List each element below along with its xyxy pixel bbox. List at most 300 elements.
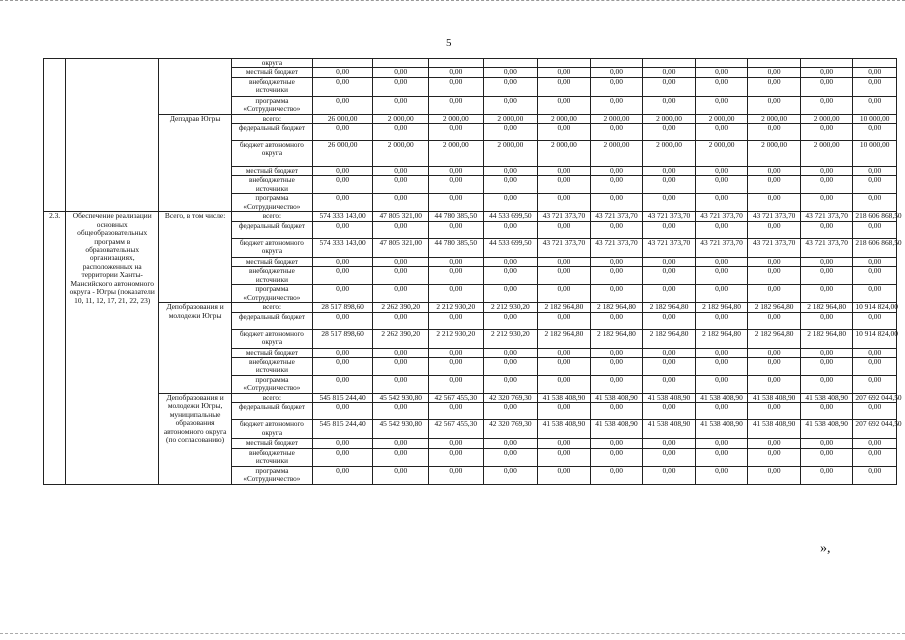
amount-cell: 0,00	[800, 466, 853, 484]
amount-cell: 0,00	[312, 124, 373, 141]
amount-cell: 2 000,00	[590, 141, 643, 167]
amount-cell: 0,00	[590, 466, 643, 484]
amount-cell: 0,00	[643, 124, 696, 141]
amount-cell: 0,00	[748, 439, 801, 448]
amount-cell: 0,00	[800, 312, 853, 329]
executor-cell: Депобразования и молодежи Югры	[159, 303, 232, 394]
amount-cell: 0,00	[853, 448, 897, 466]
amount-cell: 0,00	[429, 257, 484, 266]
amount-cell: 0,00	[748, 448, 801, 466]
amount-cell: 0,00	[483, 257, 538, 266]
amount-cell: 0,00	[590, 348, 643, 357]
amount-cell: 43 721 373,70	[800, 212, 853, 221]
amount-cell: 0,00	[312, 267, 373, 285]
amount-cell: 0,00	[312, 221, 373, 238]
amount-cell: 0,00	[429, 403, 484, 420]
page-number: 5	[446, 37, 452, 49]
amount-cell: 0,00	[800, 77, 853, 96]
amount-cell: 0,00	[590, 124, 643, 141]
amount-cell: 0,00	[538, 124, 591, 141]
amount-cell: 0,00	[429, 348, 484, 357]
amount-cell: 0,00	[483, 267, 538, 285]
amount-cell: 0,00	[483, 167, 538, 176]
amount-cell: 44 533 699,50	[483, 238, 538, 257]
amount-cell: 2 212 930,20	[429, 329, 484, 348]
funding-source-cell: бюджет автономного округа	[231, 238, 312, 257]
funding-source-cell: местный бюджет	[231, 257, 312, 266]
executor-cell: Всего, в том числе:	[159, 212, 232, 303]
amount-cell: 0,00	[429, 267, 484, 285]
amount-cell: 0,00	[748, 124, 801, 141]
amount-cell: 0,00	[590, 194, 643, 212]
amount-cell: 2 212 930,20	[483, 329, 538, 348]
amount-cell: 0,00	[429, 167, 484, 176]
amount-cell: 2 182 964,80	[748, 303, 801, 312]
amount-cell: 0,00	[853, 194, 897, 212]
amount-cell: 45 542 930,80	[373, 394, 429, 403]
amount-cell: 0,00	[643, 68, 696, 77]
amount-cell: 0,00	[538, 358, 591, 376]
amount-cell: 0,00	[538, 466, 591, 484]
amount-cell: 0,00	[312, 194, 373, 212]
amount-cell: 0,00	[373, 466, 429, 484]
amount-cell: 0,00	[590, 403, 643, 420]
amount-cell: 0,00	[429, 448, 484, 466]
amount-cell: 0,00	[538, 77, 591, 96]
amount-cell: 0,00	[643, 358, 696, 376]
amount-cell: 26 000,00	[312, 141, 373, 167]
amount-cell: 2 000,00	[800, 141, 853, 167]
amount-cell: 0,00	[538, 448, 591, 466]
amount-cell: 0,00	[643, 176, 696, 194]
funding-source-cell: программа «Сотрудничество»	[231, 285, 312, 303]
amount-cell: 0,00	[590, 176, 643, 194]
amount-cell: 41 538 408,90	[695, 420, 748, 439]
amount-cell: 0,00	[590, 221, 643, 238]
amount-cell: 0,00	[853, 439, 897, 448]
amount-cell: 0,00	[800, 267, 853, 285]
amount-cell: 0,00	[853, 267, 897, 285]
item-name-cell	[66, 59, 159, 212]
amount-cell: 2 000,00	[538, 114, 591, 123]
amount-cell: 207 692 044,50	[853, 394, 897, 403]
amount-cell: 0,00	[800, 376, 853, 394]
amount-cell: 0,00	[312, 403, 373, 420]
amount-cell: 43 721 373,70	[643, 238, 696, 257]
amount-cell: 0,00	[800, 448, 853, 466]
amount-cell: 545 815 244,40	[312, 420, 373, 439]
amount-cell: 43 721 373,70	[695, 212, 748, 221]
amount-cell: 0,00	[312, 466, 373, 484]
amount-cell: 43 721 373,70	[538, 238, 591, 257]
amount-cell: 0,00	[853, 348, 897, 357]
funding-source-cell: местный бюджет	[231, 348, 312, 357]
amount-cell: 0,00	[853, 176, 897, 194]
amount-cell: 218 606 868,50	[853, 238, 897, 257]
amount-cell: 2 182 964,80	[800, 303, 853, 312]
amount-cell: 0,00	[695, 194, 748, 212]
amount-cell: 0,00	[483, 312, 538, 329]
amount-cell: 0,00	[373, 124, 429, 141]
amount-cell: 2 000,00	[483, 114, 538, 123]
amount-cell: 0,00	[695, 466, 748, 484]
amount-cell: 2 000,00	[429, 141, 484, 167]
amount-cell: 0,00	[800, 439, 853, 448]
amount-cell: 0,00	[643, 167, 696, 176]
amount-cell: 0,00	[538, 267, 591, 285]
funding-source-cell: федеральный бюджет	[231, 124, 312, 141]
amount-cell: 0,00	[312, 439, 373, 448]
amount-cell: 43 721 373,70	[800, 238, 853, 257]
amount-cell: 47 805 321,00	[373, 238, 429, 257]
amount-cell: 0,00	[800, 194, 853, 212]
amount-cell: 0,00	[800, 257, 853, 266]
amount-cell: 2 182 964,80	[695, 303, 748, 312]
amount-cell: 0,00	[590, 77, 643, 96]
funding-source-cell: программа «Сотрудничество»	[231, 194, 312, 212]
amount-cell: 41 538 408,90	[643, 420, 696, 439]
amount-cell: 0,00	[590, 96, 643, 114]
amount-cell: 2 182 964,80	[643, 303, 696, 312]
amount-cell: 0,00	[643, 221, 696, 238]
amount-cell: 0,00	[429, 376, 484, 394]
amount-cell: 0,00	[800, 176, 853, 194]
amount-cell: 0,00	[590, 312, 643, 329]
amount-cell: 44 780 385,50	[429, 212, 484, 221]
funding-source-cell: программа «Сотрудничество»	[231, 96, 312, 114]
amount-cell: 2 000,00	[483, 141, 538, 167]
amount-cell: 0,00	[312, 68, 373, 77]
amount-cell: 43 721 373,70	[695, 238, 748, 257]
amount-cell: 0,00	[373, 348, 429, 357]
amount-cell: 0,00	[429, 68, 484, 77]
amount-cell: 0,00	[643, 448, 696, 466]
amount-cell: 0,00	[695, 267, 748, 285]
amount-cell: 0,00	[483, 348, 538, 357]
amount-cell: 0,00	[373, 448, 429, 466]
amount-cell: 2 000,00	[748, 141, 801, 167]
amount-cell: 0,00	[373, 257, 429, 266]
amount-cell: 2 000,00	[643, 141, 696, 167]
amount-cell: 42 567 455,30	[429, 394, 484, 403]
amount-cell: 0,00	[695, 77, 748, 96]
amount-cell: 0,00	[748, 348, 801, 357]
amount-cell: 0,00	[695, 358, 748, 376]
amount-cell: 0,00	[590, 167, 643, 176]
funding-source-cell: всего:	[231, 212, 312, 221]
funding-source-cell: внебюджетные источники	[231, 267, 312, 285]
amount-cell: 0,00	[853, 68, 897, 77]
amount-cell: 545 815 244,40	[312, 394, 373, 403]
amount-cell: 42 567 455,30	[429, 420, 484, 439]
amount-cell: 0,00	[748, 358, 801, 376]
amount-cell: 41 538 408,90	[800, 394, 853, 403]
amount-cell: 0,00	[483, 221, 538, 238]
funding-source-cell: федеральный бюджет	[231, 312, 312, 329]
amount-cell: 0,00	[643, 77, 696, 96]
amount-cell: 0,00	[643, 285, 696, 303]
amount-cell: 0,00	[429, 439, 484, 448]
amount-cell: 0,00	[853, 221, 897, 238]
amount-cell: 0,00	[800, 221, 853, 238]
funding-source-cell: местный бюджет	[231, 68, 312, 77]
amount-cell: 0,00	[590, 257, 643, 266]
amount-cell: 0,00	[590, 358, 643, 376]
amount-cell: 0,00	[483, 466, 538, 484]
amount-cell: 0,00	[748, 221, 801, 238]
amount-cell: 44 533 699,50	[483, 212, 538, 221]
amount-cell: 0,00	[800, 167, 853, 176]
amount-cell: 207 692 044,50	[853, 420, 897, 439]
amount-cell: 0,00	[483, 403, 538, 420]
amount-cell: 0,00	[483, 194, 538, 212]
amount-cell: 0,00	[643, 194, 696, 212]
funding-source-cell: федеральный бюджет	[231, 403, 312, 420]
amount-cell: 0,00	[429, 77, 484, 96]
amount-cell: 43 721 373,70	[590, 212, 643, 221]
amount-cell: 2 212 930,20	[429, 303, 484, 312]
amount-cell: 0,00	[800, 68, 853, 77]
amount-cell: 0,00	[429, 466, 484, 484]
amount-cell: 0,00	[590, 439, 643, 448]
amount-cell: 574 333 143,00	[312, 238, 373, 257]
amount-cell: 0,00	[312, 448, 373, 466]
amount-cell: 0,00	[695, 448, 748, 466]
amount-cell: 0,00	[483, 448, 538, 466]
amount-cell: 0,00	[373, 221, 429, 238]
funding-source-cell: программа «Сотрудничество»	[231, 466, 312, 484]
scan-edge-bottom	[0, 633, 905, 635]
amount-cell: 0,00	[748, 466, 801, 484]
amount-cell: 0,00	[538, 96, 591, 114]
executor-cell: Депздрав Югры	[159, 114, 232, 212]
funding-source-cell: внебюджетные источники	[231, 176, 312, 194]
amount-cell: 0,00	[643, 403, 696, 420]
amount-cell: 0,00	[748, 167, 801, 176]
amount-cell: 0,00	[643, 312, 696, 329]
amount-cell: 41 538 408,90	[538, 394, 591, 403]
amount-cell: 41 538 408,90	[643, 394, 696, 403]
amount-cell: 0,00	[800, 348, 853, 357]
amount-cell: 0,00	[538, 348, 591, 357]
amount-cell: 0,00	[429, 358, 484, 376]
funding-source-cell: внебюджетные источники	[231, 448, 312, 466]
amount-cell: 0,00	[853, 96, 897, 114]
amount-cell: 0,00	[643, 376, 696, 394]
budget-table	[43, 58, 902, 485]
amount-cell: 0,00	[643, 267, 696, 285]
amount-cell: 10 000,00	[853, 114, 897, 123]
amount-cell: 0,00	[695, 124, 748, 141]
amount-cell: 0,00	[483, 124, 538, 141]
amount-cell: 47 805 321,00	[373, 212, 429, 221]
amount-cell: 0,00	[748, 257, 801, 266]
amount-cell: 0,00	[373, 403, 429, 420]
amount-cell: 41 538 408,90	[590, 420, 643, 439]
amount-cell: 0,00	[590, 68, 643, 77]
amount-cell: 0,00	[312, 285, 373, 303]
amount-cell: 0,00	[695, 439, 748, 448]
amount-cell: 2 182 964,80	[643, 329, 696, 348]
amount-cell: 0,00	[312, 96, 373, 114]
amount-cell: 41 538 408,90	[590, 394, 643, 403]
amount-cell: 2 000,00	[643, 114, 696, 123]
amount-cell: 0,00	[373, 439, 429, 448]
amount-cell: 0,00	[538, 167, 591, 176]
amount-cell: 0,00	[373, 285, 429, 303]
amount-cell: 0,00	[312, 176, 373, 194]
funding-source-cell: программа «Сотрудничество»	[231, 376, 312, 394]
amount-cell: 43 721 373,70	[643, 212, 696, 221]
amount-cell: 2 000,00	[695, 114, 748, 123]
amount-cell: 43 721 373,70	[748, 238, 801, 257]
amount-cell: 0,00	[853, 376, 897, 394]
amount-cell: 0,00	[483, 439, 538, 448]
amount-cell: 0,00	[748, 68, 801, 77]
amount-cell: 0,00	[748, 96, 801, 114]
amount-cell: 0,00	[429, 285, 484, 303]
amount-cell: 0,00	[483, 96, 538, 114]
amount-cell: 0,00	[312, 312, 373, 329]
amount-cell: 2 182 964,80	[590, 303, 643, 312]
amount-cell: 0,00	[429, 221, 484, 238]
funding-source-cell: бюджет автономного округа	[231, 329, 312, 348]
amount-cell: 218 606 868,50	[853, 212, 897, 221]
item-index-cell: 2.3.	[44, 212, 66, 484]
amount-cell: 26 000,00	[312, 114, 373, 123]
amount-cell: 0,00	[748, 194, 801, 212]
executor-cell: Депобразования и молодежи Югры, муниципальные образования автономного округа (по согласованию)	[159, 394, 232, 485]
amount-cell: 0,00	[538, 312, 591, 329]
amount-cell: 0,00	[748, 285, 801, 303]
amount-cell: 0,00	[695, 167, 748, 176]
amount-cell: 0,00	[853, 257, 897, 266]
amount-cell: 0,00	[429, 194, 484, 212]
amount-cell: 0,00	[853, 358, 897, 376]
executor-cell	[159, 59, 232, 115]
amount-cell: 0,00	[312, 376, 373, 394]
amount-cell: 0,00	[483, 68, 538, 77]
amount-cell: 28 517 898,60	[312, 303, 373, 312]
amount-cell: 41 538 408,90	[538, 420, 591, 439]
amount-cell: 2 262 390,20	[373, 303, 429, 312]
amount-cell: 574 333 143,00	[312, 212, 373, 221]
amount-cell: 0,00	[853, 124, 897, 141]
amount-cell: 0,00	[538, 285, 591, 303]
funding-source-cell: бюджет автономного округа	[231, 420, 312, 439]
item-index-cell	[44, 59, 66, 212]
amount-cell: 0,00	[853, 466, 897, 484]
amount-cell: 0,00	[590, 285, 643, 303]
amount-cell: 0,00	[643, 466, 696, 484]
amount-cell: 2 182 964,80	[800, 329, 853, 348]
amount-cell: 0,00	[538, 176, 591, 194]
amount-cell: 2 000,00	[590, 114, 643, 123]
amount-cell: 0,00	[538, 68, 591, 77]
scan-edge-top	[0, 0, 905, 2]
amount-cell: 2 182 964,80	[590, 329, 643, 348]
amount-cell: 0,00	[695, 376, 748, 394]
amount-cell: 0,00	[748, 376, 801, 394]
amount-cell: 0,00	[748, 267, 801, 285]
amount-cell: 0,00	[643, 257, 696, 266]
amount-cell: 0,00	[483, 358, 538, 376]
amount-cell: 0,00	[312, 167, 373, 176]
amount-cell: 0,00	[590, 267, 643, 285]
amount-cell: 41 538 408,90	[800, 420, 853, 439]
amount-cell: 0,00	[695, 348, 748, 357]
table-row	[44, 303, 897, 312]
amount-cell: 2 000,00	[373, 114, 429, 123]
amount-cell: 0,00	[373, 68, 429, 77]
amount-cell: 0,00	[748, 403, 801, 420]
amount-cell: 0,00	[748, 312, 801, 329]
amount-cell: 0,00	[373, 167, 429, 176]
amount-cell: 0,00	[800, 124, 853, 141]
amount-cell: 0,00	[800, 285, 853, 303]
amount-cell: 0,00	[695, 68, 748, 77]
amount-cell: 0,00	[312, 257, 373, 266]
amount-cell: 2 000,00	[373, 141, 429, 167]
amount-cell: 0,00	[373, 376, 429, 394]
amount-cell: 0,00	[800, 403, 853, 420]
amount-cell: 2 000,00	[748, 114, 801, 123]
amount-cell: 2 000,00	[429, 114, 484, 123]
amount-cell: 0,00	[373, 176, 429, 194]
amount-cell: 0,00	[538, 257, 591, 266]
amount-cell: 0,00	[483, 376, 538, 394]
amount-cell: 0,00	[748, 176, 801, 194]
amount-cell: 0,00	[312, 77, 373, 96]
amount-cell: 0,00	[538, 221, 591, 238]
amount-cell: 10 914 824,00	[853, 303, 897, 312]
amount-cell: 0,00	[853, 312, 897, 329]
amount-cell: 0,00	[538, 194, 591, 212]
amount-cell: 28 517 898,60	[312, 329, 373, 348]
funding-source-cell: всего:	[231, 303, 312, 312]
amount-cell: 0,00	[373, 312, 429, 329]
amount-cell: 0,00	[695, 96, 748, 114]
amount-cell: 0,00	[483, 77, 538, 96]
amount-cell: 2 000,00	[800, 114, 853, 123]
amount-cell: 2 182 964,80	[695, 329, 748, 348]
amount-cell: 0,00	[538, 376, 591, 394]
funding-source-cell: внебюджетные источники	[231, 77, 312, 96]
amount-cell: 0,00	[695, 403, 748, 420]
amount-cell: 10 914 824,00	[853, 329, 897, 348]
amount-cell: 2 000,00	[538, 141, 591, 167]
amount-cell: 0,00	[800, 96, 853, 114]
amount-cell: 0,00	[429, 312, 484, 329]
funding-source-cell: федеральный бюджет	[231, 221, 312, 238]
amount-cell: 42 320 769,30	[483, 394, 538, 403]
amount-cell: 0,00	[643, 348, 696, 357]
amount-cell: 43 721 373,70	[590, 238, 643, 257]
amount-cell: 2 262 390,20	[373, 329, 429, 348]
amount-cell: 2 212 930,20	[483, 303, 538, 312]
amount-cell: 0,00	[695, 176, 748, 194]
amount-cell: 2 000,00	[695, 141, 748, 167]
amount-cell: 0,00	[748, 77, 801, 96]
amount-cell: 0,00	[695, 221, 748, 238]
funding-source-cell: бюджет автономного округа	[231, 141, 312, 167]
amount-cell: 41 538 408,90	[695, 394, 748, 403]
funding-source-cell: округа	[231, 59, 312, 68]
amount-cell: 2 182 964,80	[748, 329, 801, 348]
funding-source-cell: местный бюджет	[231, 167, 312, 176]
amount-cell: 0,00	[373, 77, 429, 96]
amount-cell: 0,00	[373, 194, 429, 212]
